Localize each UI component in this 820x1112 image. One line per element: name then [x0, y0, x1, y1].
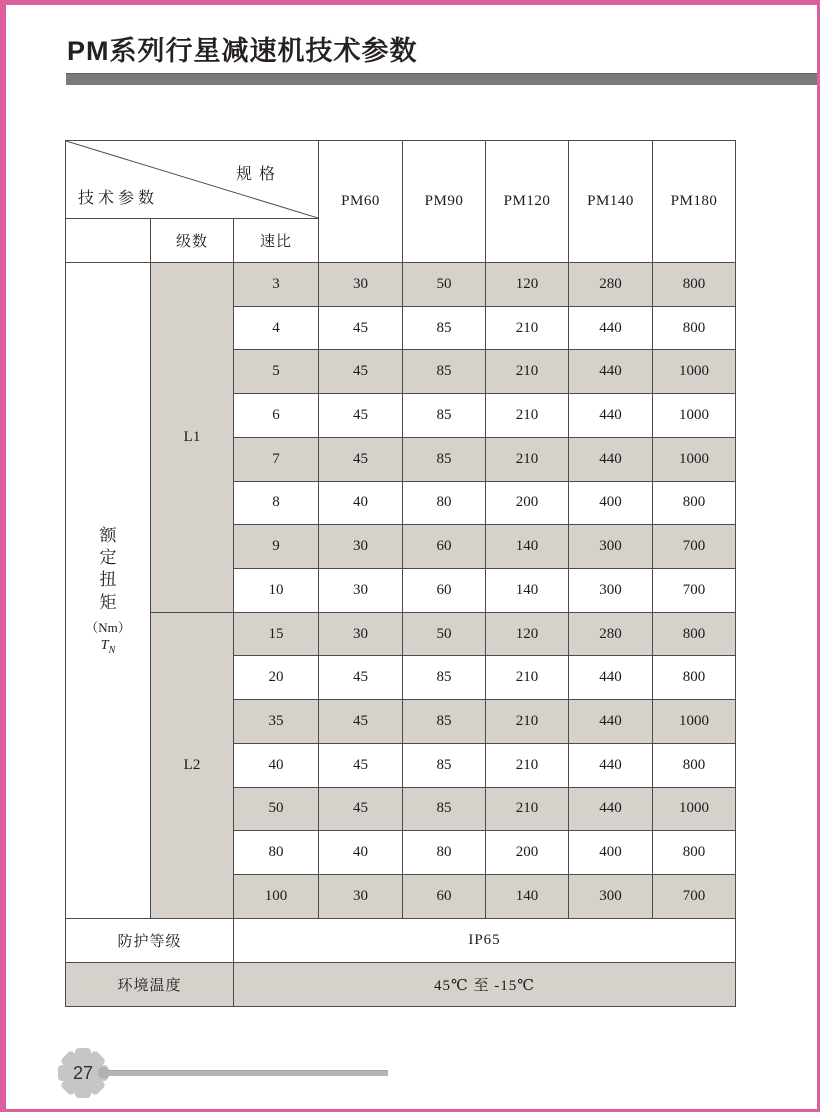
- torque-value-cell: 120: [486, 612, 569, 656]
- ratio-cell: 10: [234, 569, 319, 613]
- torque-value-cell: 440: [569, 437, 653, 481]
- torque-value-cell: 700: [653, 525, 736, 569]
- ratio-cell: 20: [234, 656, 319, 700]
- footer-row-label: 环境温度: [66, 962, 234, 1006]
- title-underline-bar: [66, 73, 817, 85]
- torque-vertical-text: 额 定 扭 矩: [99, 526, 117, 612]
- torque-value-cell: 30: [319, 569, 403, 613]
- corner-sub-empty-cell: [66, 219, 151, 263]
- torque-value-cell: 440: [569, 700, 653, 744]
- column-header-pm90: PM90: [403, 141, 486, 263]
- column-header-pm120: PM120: [486, 141, 569, 263]
- torque-value-cell: 700: [653, 875, 736, 919]
- torque-axis-cell: [66, 263, 151, 919]
- torque-value-cell: 85: [403, 394, 486, 438]
- page-title: PM系列行星减速机技术参数: [67, 36, 418, 66]
- data-row: [66, 263, 736, 307]
- torque-value-cell: 200: [486, 831, 569, 875]
- ratio-cell: 50: [234, 787, 319, 831]
- torque-value-cell: 85: [403, 743, 486, 787]
- footer-rule-line: [108, 1070, 388, 1076]
- torque-value-cell: 700: [653, 569, 736, 613]
- torque-value-cell: 30: [319, 612, 403, 656]
- ratio-cell: 80: [234, 831, 319, 875]
- torque-value-cell: 300: [569, 875, 653, 919]
- ratio-cell: 9: [234, 525, 319, 569]
- torque-value-cell: 400: [569, 481, 653, 525]
- torque-value-cell: 85: [403, 700, 486, 744]
- footer-data-row: [66, 962, 736, 1006]
- column-header-pm140: PM140: [569, 141, 653, 263]
- torque-value-cell: 45: [319, 350, 403, 394]
- torque-value-cell: 45: [319, 787, 403, 831]
- ratio-cell: 100: [234, 875, 319, 919]
- torque-value-cell: 80: [403, 481, 486, 525]
- torque-value-cell: 210: [486, 656, 569, 700]
- torque-value-cell: 85: [403, 306, 486, 350]
- torque-value-cell: 440: [569, 743, 653, 787]
- torque-value-cell: 50: [403, 612, 486, 656]
- torque-value-cell: 85: [403, 437, 486, 481]
- footer-row-value: 45℃ 至 -15℃: [234, 962, 736, 1006]
- torque-value-cell: 60: [403, 875, 486, 919]
- torque-value-cell: 400: [569, 831, 653, 875]
- torque-value-cell: 300: [569, 525, 653, 569]
- torque-value-cell: 30: [319, 875, 403, 919]
- stage-header: 级数: [151, 219, 234, 263]
- ratio-cell: 5: [234, 350, 319, 394]
- ratio-cell: 3: [234, 263, 319, 307]
- torque-value-cell: 210: [486, 743, 569, 787]
- data-row: [66, 612, 736, 656]
- torque-value-cell: 210: [486, 437, 569, 481]
- torque-value-cell: 800: [653, 743, 736, 787]
- corner-spec-label: 规格: [236, 166, 283, 183]
- torque-value-cell: 50: [403, 263, 486, 307]
- spec-table: [65, 140, 736, 1007]
- footer-row-label: 防护等级: [66, 918, 234, 962]
- stage-group-cell-l1: L1: [151, 263, 234, 613]
- column-header-pm180: PM180: [653, 141, 736, 263]
- torque-value-cell: 440: [569, 656, 653, 700]
- ratio-cell: 7: [234, 437, 319, 481]
- corner-cell: [66, 141, 319, 219]
- torque-value-cell: 140: [486, 569, 569, 613]
- torque-value-cell: 440: [569, 787, 653, 831]
- torque-value-cell: 800: [653, 612, 736, 656]
- torque-symbol: $T_N$: [100, 637, 116, 656]
- torque-value-cell: 1000: [653, 700, 736, 744]
- torque-value-cell: 200: [486, 481, 569, 525]
- page-number: 27: [72, 1063, 94, 1083]
- torque-value-cell: 280: [569, 612, 653, 656]
- torque-value-cell: 30: [319, 263, 403, 307]
- ratio-cell: 4: [234, 306, 319, 350]
- torque-value-cell: 300: [569, 569, 653, 613]
- ratio-cell: 15: [234, 612, 319, 656]
- torque-value-cell: 80: [403, 831, 486, 875]
- torque-value-cell: 1000: [653, 437, 736, 481]
- torque-value-cell: 45: [319, 656, 403, 700]
- torque-value-cell: 60: [403, 569, 486, 613]
- torque-value-cell: 440: [569, 394, 653, 438]
- torque-value-cell: 280: [569, 263, 653, 307]
- torque-value-cell: 85: [403, 787, 486, 831]
- ratio-cell: 40: [234, 743, 319, 787]
- header-row-models: [66, 141, 736, 219]
- torque-value-cell: 1000: [653, 787, 736, 831]
- torque-unit-label: （Nm）: [85, 619, 131, 635]
- torque-value-cell: 140: [486, 875, 569, 919]
- torque-value-cell: 210: [486, 350, 569, 394]
- torque-value-cell: 120: [486, 263, 569, 307]
- footer-data-row: [66, 918, 736, 962]
- column-header-pm60: PM60: [319, 141, 403, 263]
- torque-value-cell: 210: [486, 787, 569, 831]
- footer-row-value: IP65: [234, 918, 736, 962]
- torque-value-cell: 45: [319, 700, 403, 744]
- torque-value-cell: 40: [319, 831, 403, 875]
- stage-group-cell-l2: L2: [151, 612, 234, 918]
- torque-value-cell: 40: [319, 481, 403, 525]
- torque-value-cell: 45: [319, 394, 403, 438]
- torque-value-cell: 45: [319, 306, 403, 350]
- torque-value-cell: 1000: [653, 350, 736, 394]
- torque-value-cell: 45: [319, 743, 403, 787]
- torque-value-cell: 800: [653, 656, 736, 700]
- ratio-cell: 8: [234, 481, 319, 525]
- torque-value-cell: 85: [403, 350, 486, 394]
- ratio-header: 速比: [234, 219, 319, 263]
- ratio-cell: 6: [234, 394, 319, 438]
- torque-value-cell: 45: [319, 437, 403, 481]
- torque-value-cell: 440: [569, 306, 653, 350]
- torque-value-cell: 140: [486, 525, 569, 569]
- torque-value-cell: 210: [486, 306, 569, 350]
- torque-value-cell: 800: [653, 481, 736, 525]
- torque-value-cell: 85: [403, 656, 486, 700]
- torque-value-cell: 800: [653, 831, 736, 875]
- torque-value-cell: 210: [486, 394, 569, 438]
- ratio-cell: 35: [234, 700, 319, 744]
- torque-value-cell: 800: [653, 306, 736, 350]
- torque-value-cell: 210: [486, 700, 569, 744]
- torque-value-cell: 440: [569, 350, 653, 394]
- torque-value-cell: 60: [403, 525, 486, 569]
- torque-value-cell: 800: [653, 263, 736, 307]
- corner-param-label: 技术参数: [78, 190, 159, 207]
- torque-value-cell: 1000: [653, 394, 736, 438]
- torque-value-cell: 30: [319, 525, 403, 569]
